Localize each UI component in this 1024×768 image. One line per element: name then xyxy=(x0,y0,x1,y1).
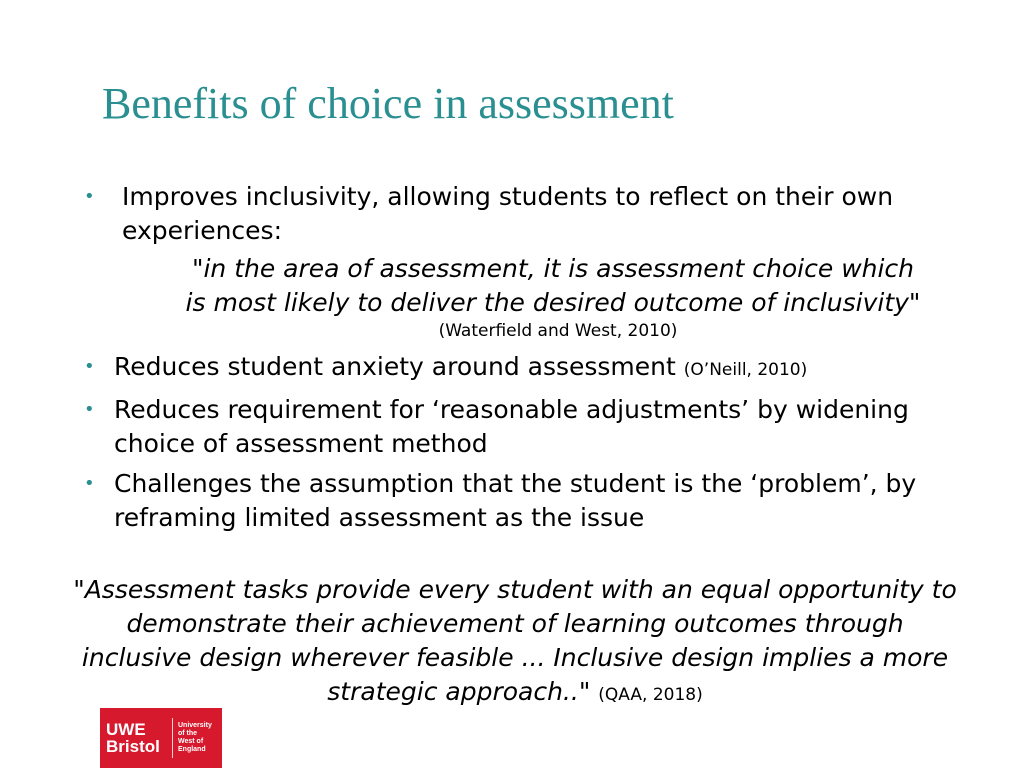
nested-citation: (Waterfield and West, 2010) xyxy=(438,321,678,341)
bottom-quote-citation: (QAA, 2018) xyxy=(598,685,703,705)
uwe-bristol-logo xyxy=(100,708,222,768)
slide-title: Benefits of choice in assessment xyxy=(102,79,674,128)
bottom-quote-text: "Assessment tasks provide every student with an equal opportunity to demonstrate their achievement of learning outcomes through inclusive design wherever feasible ... Inclusive design implies a more strategic approach.." xyxy=(73,575,957,706)
bullet-icon: • xyxy=(84,473,95,494)
logo-sub-line-3: West of xyxy=(178,738,204,745)
logo-sub-line-2: of the xyxy=(178,730,198,737)
bullet-icon: • xyxy=(84,186,95,207)
logo-main-line-2: Bristol xyxy=(106,737,160,756)
bullet-text: Reduces student anxiety around assessment xyxy=(114,352,676,381)
bullet-text: Challenges the assumption that the student is the ‘problem’, by reframing limited assessment as the issue xyxy=(114,469,917,532)
bullet-item-anxiety xyxy=(84,350,934,387)
logo-main-line-1: UWE xyxy=(106,720,146,739)
bottom-quote xyxy=(70,573,960,712)
bullet-list xyxy=(84,180,934,535)
bullet-item-inclusivity xyxy=(84,180,934,342)
logo-sub-line-4: England xyxy=(178,746,206,753)
inline-citation: (O’Neill, 2010) xyxy=(683,360,808,380)
bullet-icon: • xyxy=(84,399,95,420)
logo-main-text xyxy=(100,721,168,755)
bullet-item-adjustments xyxy=(84,393,934,461)
bullet-text: Reduces requirement for ‘reasonable adjustments’ by widening choice of assessment method xyxy=(114,395,909,458)
bullet-icon: • xyxy=(84,356,95,377)
logo-divider xyxy=(172,718,173,758)
logo-sub-text xyxy=(178,722,212,754)
logo-sub-line-1: University xyxy=(178,722,212,729)
bullet-text: Improves inclusivity, allowing students to reflect on their own experiences: xyxy=(122,182,894,245)
bullet-item-problem xyxy=(84,467,934,535)
nested-quote: "in the area of assessment, it is assessment choice which is most likely to deliver the desired outcome of inclusivity" xyxy=(185,254,921,317)
